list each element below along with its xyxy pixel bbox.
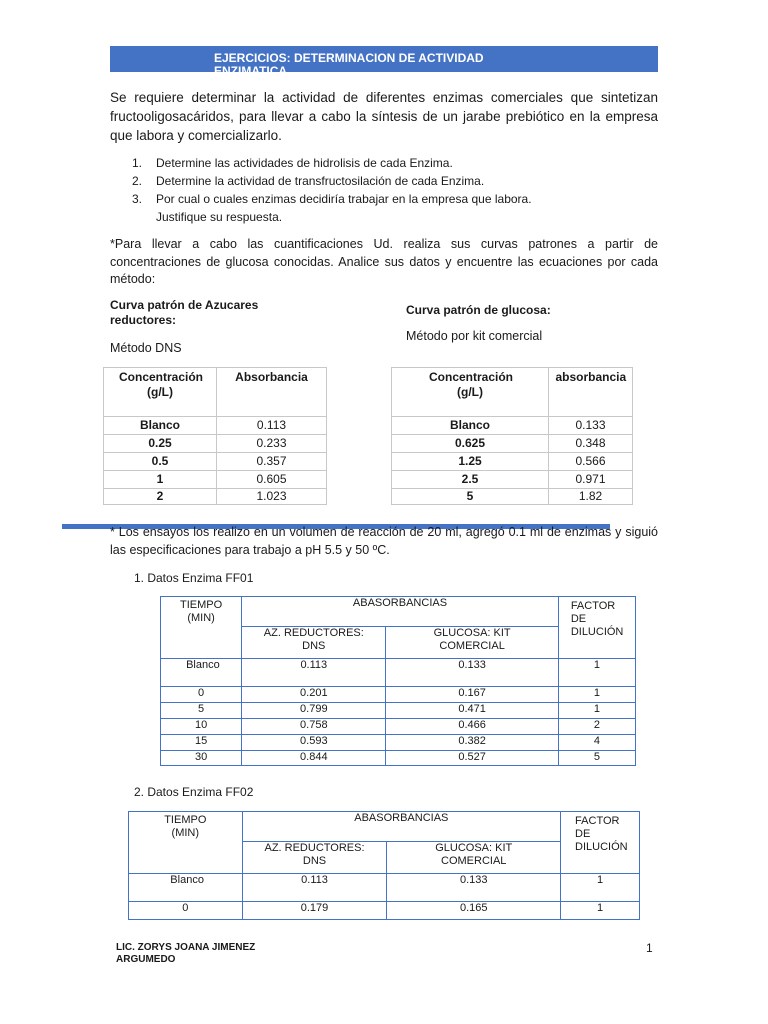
table-cell: 0.758: [242, 719, 386, 735]
table-row: [392, 453, 633, 471]
table-row: [129, 874, 640, 902]
table-cell: 0.357: [217, 453, 327, 471]
ff01-table: [160, 596, 636, 766]
table-row: [129, 902, 640, 920]
table-row: [104, 435, 327, 453]
dns-curve-title: Curva patrón de Azucares reductores:: [110, 298, 259, 327]
list-text: Determine las actividades de hidrolisis de cada Enzima.: [156, 156, 453, 170]
table-cell: 0.133: [549, 417, 633, 435]
column-header: FACTOR DE DILUCIÓN: [561, 812, 640, 874]
table-cell: 5: [161, 703, 242, 719]
table-cell: 1: [104, 471, 217, 489]
table-cell: 0.201: [242, 687, 386, 703]
dns-standard-table: [103, 367, 327, 505]
table-cell: 5: [392, 489, 549, 505]
note-assay-conditions: * Los ensayos los realizo en un volumen de reacción de 20 ml, agregó 0.1 ml de enzimas y siguió las especificaciones para trabajo a pH 5.5 y 50 ºC.: [110, 525, 658, 557]
table-cell: 2: [558, 719, 635, 735]
column-header: TIEMPO (MIN): [129, 812, 243, 874]
glucose-standard-table: [391, 367, 633, 505]
list-text: Por cual o cuales enzimas decidiría trabajar en la empresa que labora. Justifique su respuesta.: [156, 192, 532, 224]
table-row: [161, 751, 636, 766]
column-header: Absorbancia: [217, 368, 327, 417]
table-cell: Blanco: [161, 659, 242, 687]
column-header: Concentración (g/L): [392, 368, 549, 417]
column-header: ABASORBANCIAS: [242, 812, 560, 842]
table-cell: 0.593: [242, 735, 386, 751]
table-cell: 2.5: [392, 471, 549, 489]
note-curves: *Para llevar a cabo las cuantificaciones Ud. realiza sus curvas patrones a partir de concentraciones de glucosa conocidas. Analice sus datos y encuentre las ecuaciones por cada método:: [110, 237, 658, 286]
table-cell: 1: [558, 703, 635, 719]
table-cell: 0.799: [242, 703, 386, 719]
table-cell: 1.82: [549, 489, 633, 505]
table-cell: 1.023: [217, 489, 327, 505]
table-cell: 15: [161, 735, 242, 751]
column-header: ABASORBANCIAS: [242, 597, 559, 627]
table-row: [392, 471, 633, 489]
table-row: [161, 719, 636, 735]
dns-method: Método DNS: [110, 341, 182, 355]
ff02-label: 2. Datos Enzima FF02: [134, 785, 254, 799]
table-cell: Blanco: [392, 417, 549, 435]
list-number: 1.: [132, 156, 143, 170]
ff02-table: [128, 811, 640, 920]
table-cell: 0.566: [549, 453, 633, 471]
table-cell: 0.133: [387, 874, 561, 902]
list-number: 3.: [132, 192, 143, 206]
table-cell: 0.233: [217, 435, 327, 453]
table-cell: 0.971: [549, 471, 633, 489]
column-header: TIEMPO (MIN): [161, 597, 242, 659]
header-banner: [110, 46, 658, 78]
table-cell: 0.113: [242, 874, 387, 902]
table-cell: 5: [558, 751, 635, 766]
table-cell: 0.348: [549, 435, 633, 453]
table-cell: 0.844: [242, 751, 386, 766]
table-row: [392, 417, 633, 435]
table-cell: 0.25: [104, 435, 217, 453]
table-row: [161, 659, 636, 687]
table-cell: 0.165: [387, 902, 561, 920]
table-cell: 0.382: [386, 735, 558, 751]
table-cell: 2: [104, 489, 217, 505]
table-cell: 0.113: [217, 417, 327, 435]
column-header: GLUCOSA: KIT COMERCIAL: [387, 842, 561, 874]
table-cell: 0.179: [242, 902, 387, 920]
table-cell: 1: [561, 874, 640, 902]
table-cell: 30: [161, 751, 242, 766]
table-cell: 0.471: [386, 703, 558, 719]
table-row: [104, 471, 327, 489]
column-header: FACTOR DE DILUCIÓN: [558, 597, 635, 659]
table-cell: 0.167: [386, 687, 558, 703]
list-item: [110, 172, 630, 190]
list-item: [110, 190, 630, 226]
table-cell: 4: [558, 735, 635, 751]
table-row: [104, 489, 327, 505]
table-cell: 1.25: [392, 453, 549, 471]
document-title: EJERCICIOS: DETERMINACION DE ACTIVIDAD ENZIMATICA: [214, 51, 484, 78]
list-number: 2.: [132, 174, 143, 188]
table-cell: 0.466: [386, 719, 558, 735]
table-cell: Blanco: [104, 417, 217, 435]
table-cell: Blanco: [129, 874, 243, 902]
table-row: [161, 687, 636, 703]
footer-author: LIC. ZORYS JOANA JIMENEZ ARGUMEDO: [116, 942, 256, 965]
list-item: [110, 154, 630, 172]
column-header: AZ. REDUCTORES: DNS: [242, 627, 386, 659]
questions-list: [110, 154, 630, 226]
table-cell: 10: [161, 719, 242, 735]
table-row: [161, 703, 636, 719]
column-header: absorbancia: [549, 368, 633, 417]
intro-paragraph: Se requiere determinar la actividad de diferentes enzimas comerciales que sintetizan fructooligosacáridos, para llevar a cabo la síntesis de un jarabe prebiótico en la empresa que labora y comercializarlo.: [110, 90, 658, 143]
column-header: Concentración (g/L): [104, 368, 217, 417]
column-header: GLUCOSA: KIT COMERCIAL: [386, 627, 558, 659]
table-cell: 1: [561, 902, 640, 920]
ff01-label: 1. Datos Enzima FF01: [134, 571, 254, 585]
table-cell: 0.5: [104, 453, 217, 471]
table-cell: 1: [558, 659, 635, 687]
table-row: [161, 735, 636, 751]
table-cell: 0.527: [386, 751, 558, 766]
table-row: [104, 453, 327, 471]
table-cell: 0.605: [217, 471, 327, 489]
glucose-curve-title: Curva patrón de glucosa:: [406, 303, 551, 317]
table-row: [392, 489, 633, 505]
column-header: AZ. REDUCTORES: DNS: [242, 842, 387, 874]
table-row: [104, 417, 327, 435]
table-cell: 0: [129, 902, 243, 920]
table-cell: 1: [558, 687, 635, 703]
page-number: 1: [646, 941, 653, 955]
glucose-method: Método por kit comercial: [406, 329, 543, 343]
list-text: Determine la actividad de transfructosilación de cada Enzima.: [156, 174, 485, 188]
table-row: [392, 435, 633, 453]
table-cell: 0.113: [242, 659, 386, 687]
table-cell: 0.625: [392, 435, 549, 453]
table-cell: 0.133: [386, 659, 558, 687]
table-cell: 0: [161, 687, 242, 703]
